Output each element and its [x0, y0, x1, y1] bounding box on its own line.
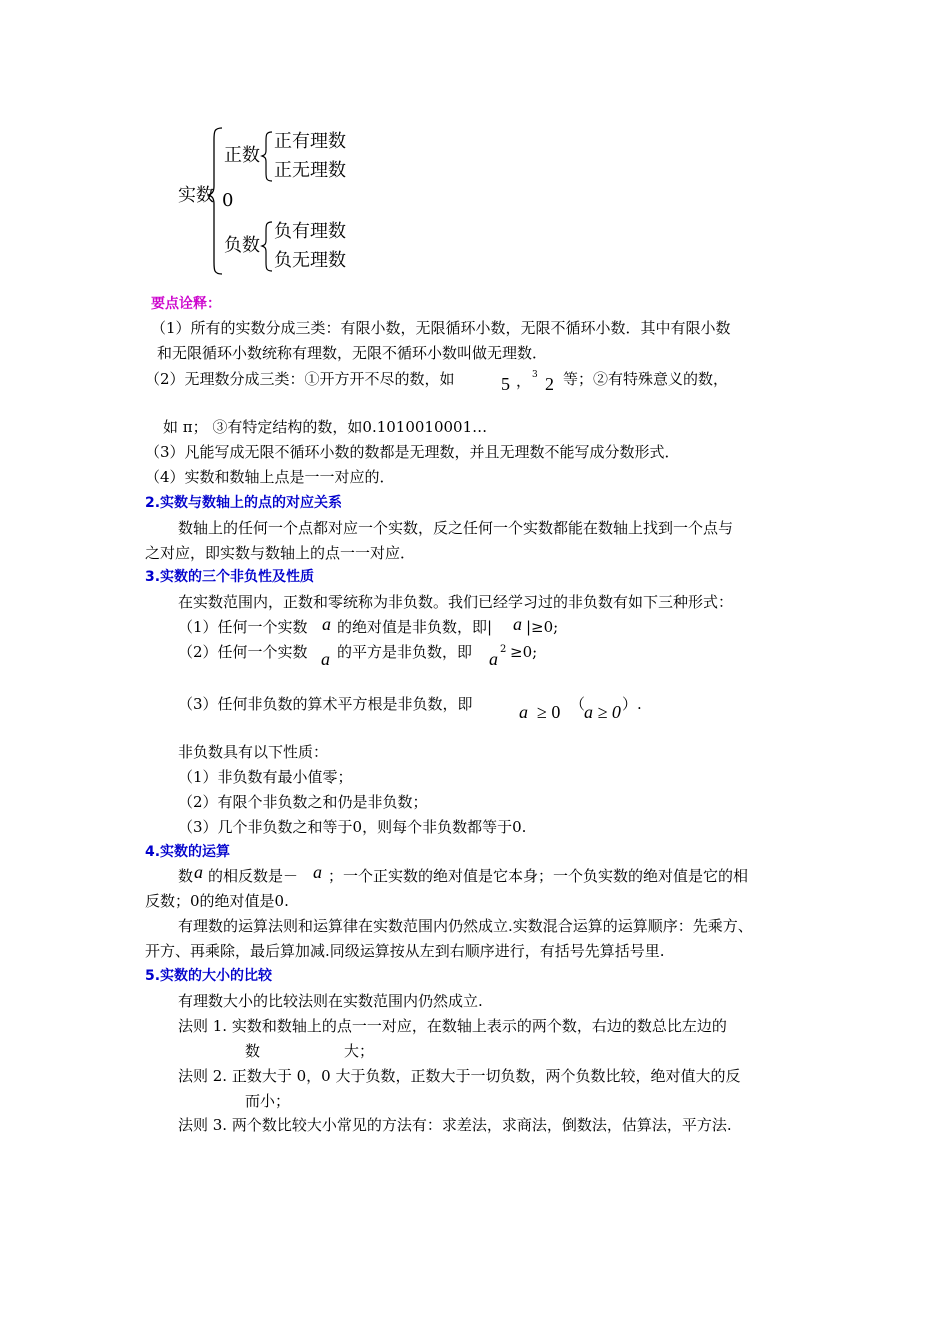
section-4-l4: 开方、再乘除，最后算加减.同级运算按从左到右顺序进行，有括号先算括号里.	[145, 942, 665, 960]
section-3-title: 3.实数的三个非负性及性质	[145, 569, 315, 585]
prop-3: （3）几个非负数之和等于0，则每个非负数都等于0.	[178, 818, 527, 836]
form-1-a: （1）任何一个实数	[178, 618, 308, 636]
form-3-paren-open: （	[570, 695, 586, 713]
form-3-paren-close: ）.	[622, 695, 642, 713]
key-point-4: （4）实数和数轴上点是一一对应的．	[145, 468, 395, 486]
key-points-title: 要点诠释：	[151, 296, 221, 312]
rule-1-a: 法则 1. 实数和数轴上的点一一对应，在数轴上表示的两个数，右边的数总比左边的	[178, 1017, 727, 1035]
tree-pos-irrational: 正无理数	[274, 160, 346, 181]
rule-1-b-2: 大；	[344, 1042, 375, 1060]
form-2-var: a	[321, 649, 330, 669]
form-2-var2: a	[489, 649, 498, 669]
section-4-title: 4.实数的运算	[145, 844, 231, 860]
positive-brace	[262, 132, 272, 181]
cbrt-index: 3	[532, 370, 538, 380]
section-4-l1b: 的相反数是－	[208, 867, 299, 885]
key-point-2-comma: ，	[516, 372, 532, 390]
form-2-a: （2）任何一个实数	[178, 643, 308, 661]
section-3-intro: 在实数范围内，正数和零统称为非负数。我们已经学习过的非负数有如下三种形式：	[178, 593, 734, 611]
section-2-title: 2.实数与数轴上的点的对应关系	[145, 495, 343, 511]
tree-neg-rational: 负有理数	[274, 221, 346, 242]
sqrt5-value: 5	[501, 374, 510, 394]
negative-brace	[262, 222, 272, 271]
rule-3: 法则 3. 两个数比较大小常见的方法有：求差法，求商法，倒数法，估算法，平方法.	[178, 1116, 732, 1134]
classification-braces	[0, 0, 950, 300]
props-title: 非负数具有以下性质：	[178, 743, 329, 761]
cbrt2-value: 2	[545, 374, 554, 394]
rule-2-b: 而小；	[245, 1092, 291, 1110]
prop-2: （2）有限个非负数之和仍是非负数；	[178, 793, 428, 811]
prop-1: （1）非负数有最小值零；	[178, 768, 353, 786]
form-2-b: 的平方是非负数，即	[337, 643, 473, 661]
rule-1-b-1: 数	[245, 1042, 261, 1060]
form-3-ge: ≥ 0	[537, 702, 561, 722]
form-1-b: 的绝对值是非负数，即|	[337, 618, 493, 636]
section-4-l1c: ；一个正实数的绝对值是它本身；一个负实数的绝对值是它的相	[328, 867, 749, 885]
section-4-l1a: 数	[178, 867, 194, 885]
tree-neg-irrational: 负无理数	[274, 250, 346, 271]
section-5-title: 5.实数的大小的比较	[145, 968, 273, 984]
section-4-l2: 反数；0的绝对值是0.	[145, 892, 289, 910]
key-point-2c: 如 π； ③有特定结构的数，如0.1010010001…	[163, 418, 488, 436]
key-point-2a: （2）无理数分成三类：①开方开不尽的数，如	[145, 370, 455, 388]
form-1-c: |≥0;	[526, 618, 559, 636]
form-2-c: ≥0;	[510, 643, 538, 661]
tree-zero: 0	[222, 190, 234, 211]
section-5-intro: 有理数大小的比较法则在实数范围内仍然成立.	[178, 992, 483, 1010]
form-1-var: a	[322, 614, 331, 634]
form-2-exp: 2	[500, 644, 507, 655]
key-point-1b: 和无限循环小数统称有理数，无限不循环小数叫做无理数．	[157, 344, 548, 362]
form-3-cond: a ≥ 0	[584, 702, 621, 722]
key-point-2b: 等；②有特殊意义的数，	[563, 370, 729, 388]
section-4-var2: a	[313, 862, 322, 882]
section-2-line-1: 数轴上的任何一个点都对应一个实数，反之任何一个实数都能在数轴上找到一个点与	[178, 519, 734, 537]
tree-root: 实数	[178, 185, 214, 206]
form-3-a: （3）任何非负数的算术平方根是非负数，即	[178, 695, 473, 713]
section-2-line-2: 之对应，即实数与数轴上的点一一对应．	[145, 544, 416, 562]
form-1-var2: a	[513, 614, 522, 634]
tree-negative: 负数	[224, 235, 260, 256]
tree-pos-rational: 正有理数	[274, 131, 346, 152]
key-point-3: （3）凡能写成无限不循环小数的数都是无理数，并且无理数不能写成分数形式．	[145, 443, 680, 461]
form-3-var: a	[519, 702, 528, 722]
tree-positive: 正数	[224, 145, 260, 166]
key-point-1a: （1）所有的实数分成三类：有限小数，无限循环小数，无限不循环小数．其中有限小数	[151, 319, 731, 337]
section-4-l3: 有理数的运算法则和运算律在实数范围内仍然成立.实数混合运算的运算顺序：先乘方、	[178, 917, 753, 935]
section-4-var: a	[194, 862, 203, 882]
rule-2-a: 法则 2. 正数大于 0，0 大于负数，正数大于一切负数，两个负数比较，绝对值大的反	[178, 1067, 741, 1085]
